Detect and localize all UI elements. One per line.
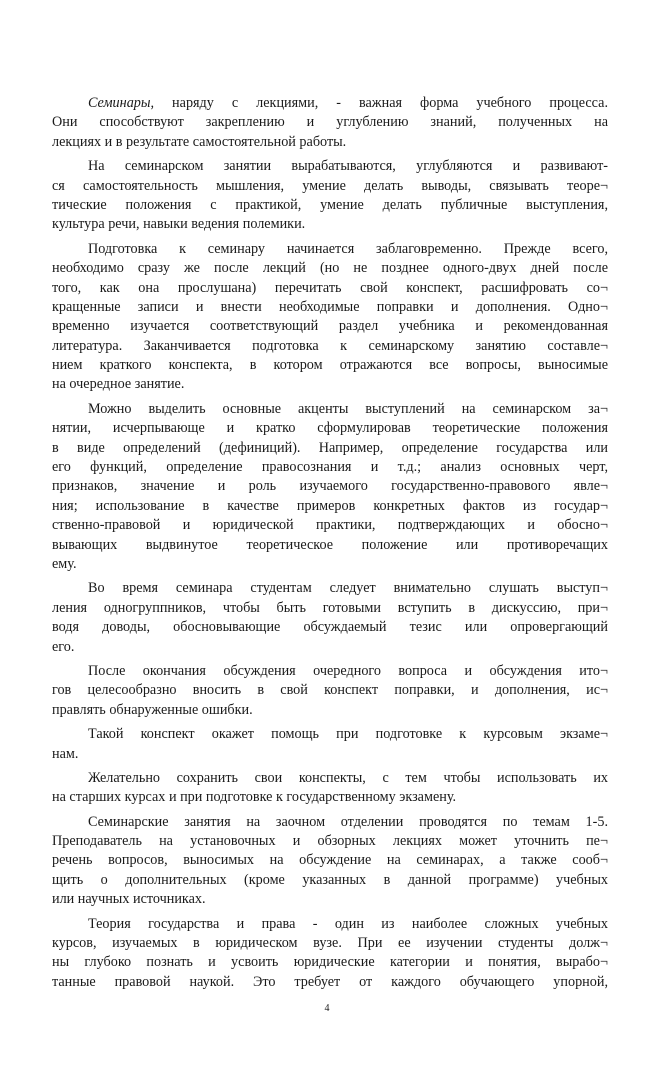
line-text: вывающих выдвинутое теоретическое положение или противоречащих — [52, 536, 608, 553]
text-line — [52, 851, 608, 870]
line-text: курсов, изучаемых в юридическом вузе. При ее изучении студенты долж¬ — [52, 935, 608, 952]
paragraph — [52, 400, 608, 575]
paragraph — [52, 579, 608, 657]
text-line — [52, 516, 608, 535]
line-text: культура речи, навыки ведения полемики. — [52, 216, 306, 233]
line-text: гов целесообразно вносить в свой конспект поправки, и дополнения, ис¬ — [52, 682, 608, 699]
line-text: щить о дополнительных (кроме указанных в данной программе) учебных — [52, 871, 608, 888]
line-text: нием краткого конспекта, в котором отражаются все вопросы, выносимые — [52, 357, 608, 374]
text-line — [52, 536, 608, 555]
line-text: лекциях и в результате самостоятельной работы. — [52, 133, 347, 150]
line-text: ему. — [52, 555, 77, 572]
line-text: ния; использование в качестве примеров конкретных фактов из государ¬ — [52, 497, 608, 514]
line-text: Во время семинара студентам следует внимательно слушать выступ¬ — [88, 580, 608, 597]
line-text: правлять обнаруженные ошибки. — [52, 701, 253, 718]
text-line — [52, 196, 608, 215]
paragraph — [52, 157, 608, 235]
line-text: временно изучается соответствующий раздел учебника и рекомендованная — [52, 318, 608, 335]
line-text: его функций, определение правосознания и т.д.; анализ основных черт, — [52, 459, 608, 476]
line-text: кращенные записи и внести необходимые поправки и дополнения. Одно¬ — [52, 298, 608, 315]
paragraph — [52, 915, 608, 993]
line-text: речень вопросов, выносимых на обсуждение на семинарах, а также сооб¬ — [52, 852, 608, 869]
line-text: нятии, исчерпывающе и кратко сформулировав теоретические положения — [52, 420, 608, 437]
text-line — [52, 356, 608, 375]
paragraph — [52, 769, 608, 808]
text-line — [52, 973, 608, 992]
line-text: После окончания обсуждения очередного вопроса и обсуждения ито¬ — [88, 662, 608, 679]
text-line — [52, 813, 608, 832]
line-text: тические положения с практикой, умение делать публичные выступления, — [52, 196, 608, 213]
text-line — [52, 618, 608, 637]
text-line — [52, 317, 608, 336]
text-line — [52, 133, 608, 152]
text-line — [52, 157, 608, 176]
line-text: наряду с лекциями, - важная форма учебного процесса. — [154, 95, 608, 111]
text-line — [52, 579, 608, 598]
line-text: На семинарском занятии вырабатываются, углубляются и развивают- — [88, 158, 608, 175]
text-line — [52, 832, 608, 851]
paragraph — [52, 662, 608, 720]
line-text: Теория государства и права - один из наиболее сложных учебных — [88, 915, 608, 932]
paragraph — [52, 240, 608, 395]
text-line — [52, 788, 608, 807]
text-line — [52, 497, 608, 516]
paragraph — [52, 813, 608, 910]
text-line — [52, 215, 608, 234]
line-text: признаков, значение и роль изучаемого государственно-правового явле¬ — [52, 478, 608, 495]
text-line — [52, 725, 608, 744]
text-line — [52, 259, 608, 278]
text-line — [52, 298, 608, 317]
paragraph — [52, 94, 608, 152]
text-line — [52, 177, 608, 196]
line-text: литература. Заканчивается подготовка к семинарскому занятию составле¬ — [52, 337, 608, 354]
text-line — [52, 477, 608, 496]
line-text: в виде определений (дефиниций). Например, определение государства или — [52, 439, 608, 456]
line-text: нам. — [52, 745, 79, 762]
text-line — [52, 915, 608, 934]
text-line — [52, 871, 608, 890]
line-text: Желательно сохранить свои конспекты, с тем чтобы использовать их — [88, 769, 608, 786]
text-line — [52, 375, 608, 394]
text-line — [52, 113, 608, 132]
page-number: 4 — [324, 1003, 330, 1014]
line-text: того, как она прослушана) перечитать свой конспект, расшифровать со¬ — [52, 279, 608, 296]
line-text: на очередное занятие. — [52, 376, 185, 393]
text-line — [52, 400, 608, 419]
text-line — [52, 953, 608, 972]
line-text: Можно выделить основные акценты выступлений на семинарском за¬ — [88, 400, 608, 417]
line-text: Семинарские занятия на заочном отделении проводятся по темам 1-5. — [88, 813, 608, 830]
text-line — [52, 701, 608, 720]
text-line — [52, 662, 608, 681]
line-text: ны глубоко познать и усвоить юридические категории и понятия, вырабо¬ — [52, 954, 608, 971]
line-text: ся самостоятельность мышления, умение делать выводы, связывать теоре¬ — [52, 177, 608, 194]
text-line — [52, 279, 608, 298]
text-line — [52, 439, 608, 458]
line-text: или научных источниках. — [52, 891, 206, 908]
paragraph — [52, 725, 608, 764]
line-text: танные правовой наукой. Это требует от каждого обучающего упорной, — [52, 973, 608, 990]
text-line — [52, 458, 608, 477]
text-line — [52, 934, 608, 953]
text-line — [52, 337, 608, 356]
line-text: его. — [52, 638, 75, 655]
line-text: Такой конспект окажет помощь при подготовке к курсовым экзаме¬ — [88, 726, 608, 743]
line-text: ления одногруппников, чтобы быть готовыми вступить в дискуссию, при¬ — [52, 599, 608, 616]
line-text: Преподаватель на установочных и обзорных лекциях может уточнить пе¬ — [52, 833, 608, 850]
text-line — [52, 769, 608, 788]
line-text: на старших курсах и при подготовке к государственному экзамену. — [52, 789, 457, 806]
text-line — [52, 638, 608, 657]
line-text: водя доводы, обосновывающие обсуждаемый тезис или опровергающий — [52, 619, 608, 636]
document-page — [52, 94, 608, 997]
emphasized-term: Семинары, — [88, 95, 155, 111]
text-line — [52, 555, 608, 574]
line-text: Они способствуют закреплению и углублению знаний, полученных на — [52, 114, 608, 131]
text-line — [52, 599, 608, 618]
line-text: необходимо сразу же после лекций (но не позднее одного-двух дней после — [52, 260, 608, 277]
text-line — [52, 890, 608, 909]
line-text: ственно-правовой и юридической практики, подтверждающих и обосно¬ — [52, 517, 608, 534]
text-line — [52, 94, 608, 113]
text-line — [52, 681, 608, 700]
text-line — [52, 419, 608, 438]
text-line — [52, 240, 608, 259]
line-text: Подготовка к семинару начинается заблаговременно. Прежде всего, — [88, 240, 608, 257]
text-line — [52, 745, 608, 764]
